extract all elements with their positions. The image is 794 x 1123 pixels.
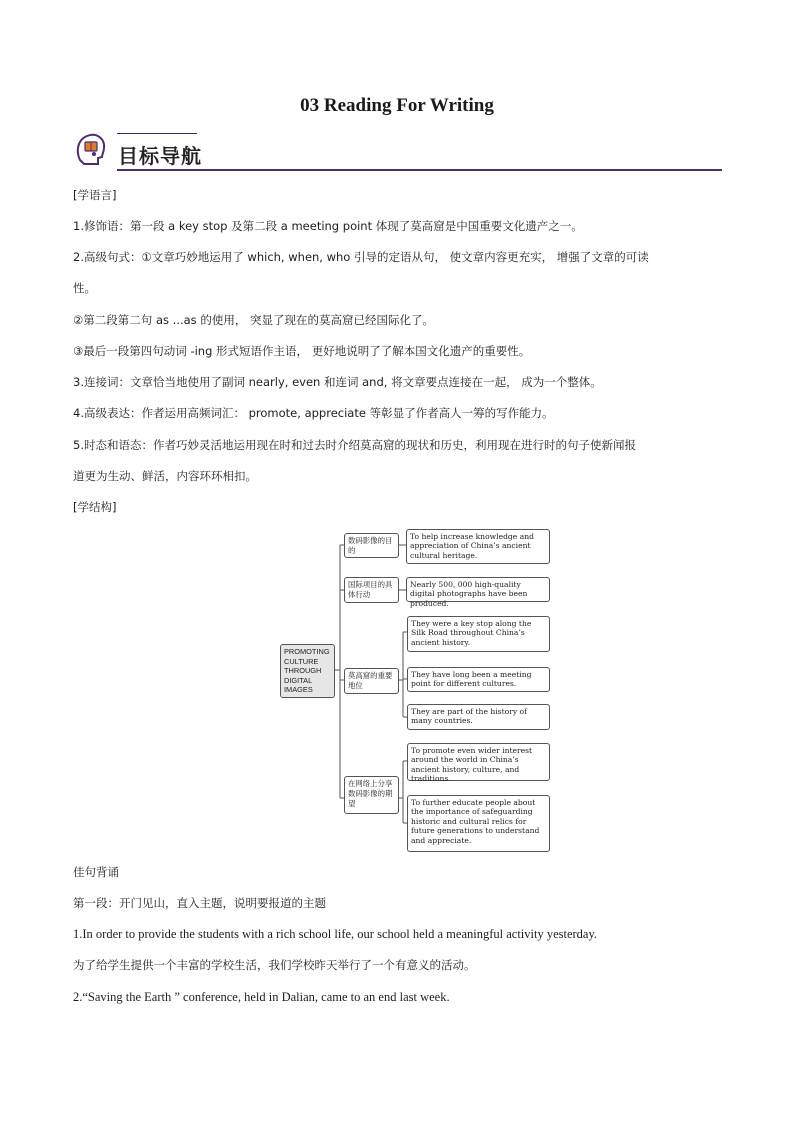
diagram-item: They have long been a meeting point for different cultures. [407,667,550,692]
section-banner [72,128,722,172]
diagram-category: 国际项目的具体行动 [344,577,399,603]
paragraph: 5.时态和语态：作者巧妙灵活地运用现在时和过去时介绍莫高窟的现状和历史，利用现在进行时的句子使新闻报 [73,438,636,452]
page-title: 03 Reading For Writing [300,95,494,116]
diagram-item: To help increase knowledge and appreciation of China’s ancient cultural heritage. [406,529,550,564]
paragraph: 第一段：开门见山，直入主题，说明要报道的主题 [73,896,326,910]
paragraph: ②第二段第二句 as ...as 的使用， 突显了现在的莫高窟已经国际化了。 [73,313,434,327]
diagram-category: 莫高窟的重要地位 [344,668,399,694]
paragraph: 1.In order to provide the students with a rich school life, our school held a meaningful activity yesterday. [73,927,598,941]
paragraph: 2.高级句式：①文章巧妙地运用了 which, when, who 引导的定语从句， 使文章内容更充实， 增强了文章的可读 [73,250,649,264]
paragraph: ③最后一段第四句动词 -ing 形式短语作主语， 更好地说明了了解本国文化遗产的重要性。 [73,344,531,358]
section-learn-structure: [学结构] [73,500,117,514]
diagram-item: They are part of the history of many countries. [407,704,550,730]
diagram-category: 数码影像的目的 [344,533,399,558]
section-learn-language: [学语言] [73,188,117,202]
diagram-item: They were a key stop along the Silk Road throughout China’s ancient history. [407,616,550,652]
diagram-category: 在网络上分享数码影像的期望 [344,776,399,814]
banner-underline [117,169,722,171]
section-good-sentences: 佳句背诵 [73,865,119,879]
paragraph: 3.连接词：文章恰当地使用了副词 nearly, even 和连词 and, 将文章要点连接在一起， 成为一个整体。 [73,375,602,389]
paragraph: 性。 [73,281,96,295]
structure-diagram [280,528,552,854]
diagram-item: Nearly 500, 000 high-quality digital photographs have been produced. [406,577,550,602]
banner-label: 目标导航 [118,144,202,168]
diagram-item: To further educate people about the importance of safeguarding historic and cultural relics for future generations to understand and appreciate. [407,795,550,852]
paragraph: 2.“Saving the Earth ” conference, held in Dalian, came to an end last week. [73,990,450,1004]
diagram-item: To promote even wider interest around the world in China’s ancient history, culture, and traditions. [407,743,550,781]
paragraph: 4.高级表达：作者运用高频词汇： promote, appreciate 等彰显了作者高人一筹的写作能力。 [73,406,554,420]
paragraph: 为了给学生提供一个丰富的学校生活，我们学校昨天举行了一个有意义的活动。 [73,958,476,972]
paragraph: 道更为生动、鲜活，内容环环相扣。 [73,469,257,483]
diagram-root: PROMOTING CULTURE THROUGH DIGITAL IMAGES [280,644,335,698]
banner-top-rule [117,133,197,134]
paragraph: 1.修饰语：第一段 a key stop 及第二段 a meeting point 体现了莫高窟是中国重要文化遗产之一。 [73,219,583,233]
reading-head-icon [72,130,110,168]
